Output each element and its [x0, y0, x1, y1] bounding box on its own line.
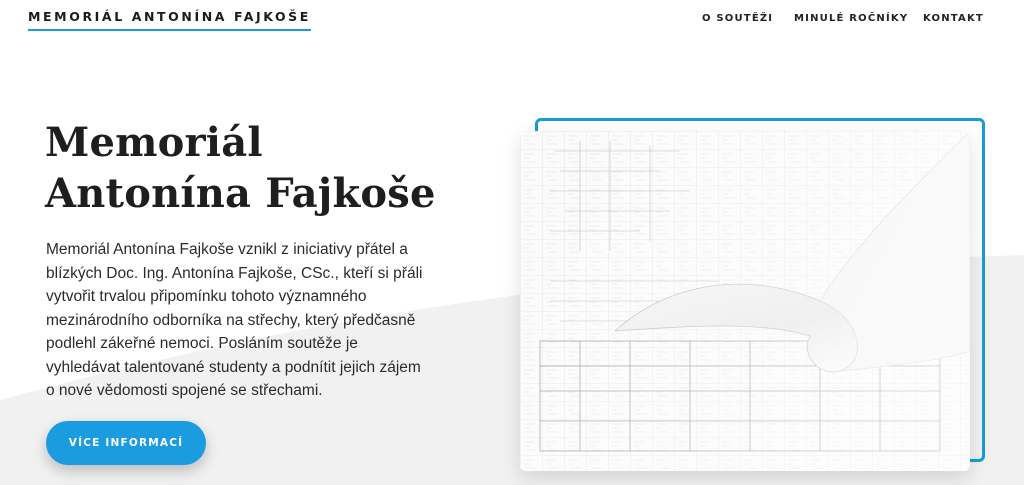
- nav-link-about-competition[interactable]: O SOUTĚŽI: [702, 13, 774, 24]
- nav-link-past-editions[interactable]: MINULÉ ROČNÍKY: [794, 13, 909, 24]
- main-nav: [0, 13, 1024, 29]
- site-logo-text[interactable]: MEMORIÁL ANTONÍNA FAJKOŠE: [28, 9, 311, 31]
- site-header: [0, 0, 1024, 40]
- hero-title: Memoriál Antonína Fajkoše: [45, 119, 436, 217]
- blueprint-illustration: [520, 131, 970, 471]
- nav-link-contact[interactable]: KONTAKT: [923, 13, 984, 24]
- more-info-button[interactable]: VÍCE INFORMACÍ: [46, 421, 206, 465]
- blueprint-image: [520, 131, 970, 471]
- hero-description: Memoriál Antonína Fajkoše vznikl z iniciativy přátel a blízkých Doc. Ing. Antonína Fajkoše, CSc., kteří si přáli vytvořit trvalou připomínku tohoto významného mezinárodního odborníka na střechy, který předčasně podlehl zákeřné nemoci. Posláním soutěže je vyhledávat talentované studenty a podnítit jejich zájem o nové vědomosti spojené se střechami.: [46, 241, 423, 399]
